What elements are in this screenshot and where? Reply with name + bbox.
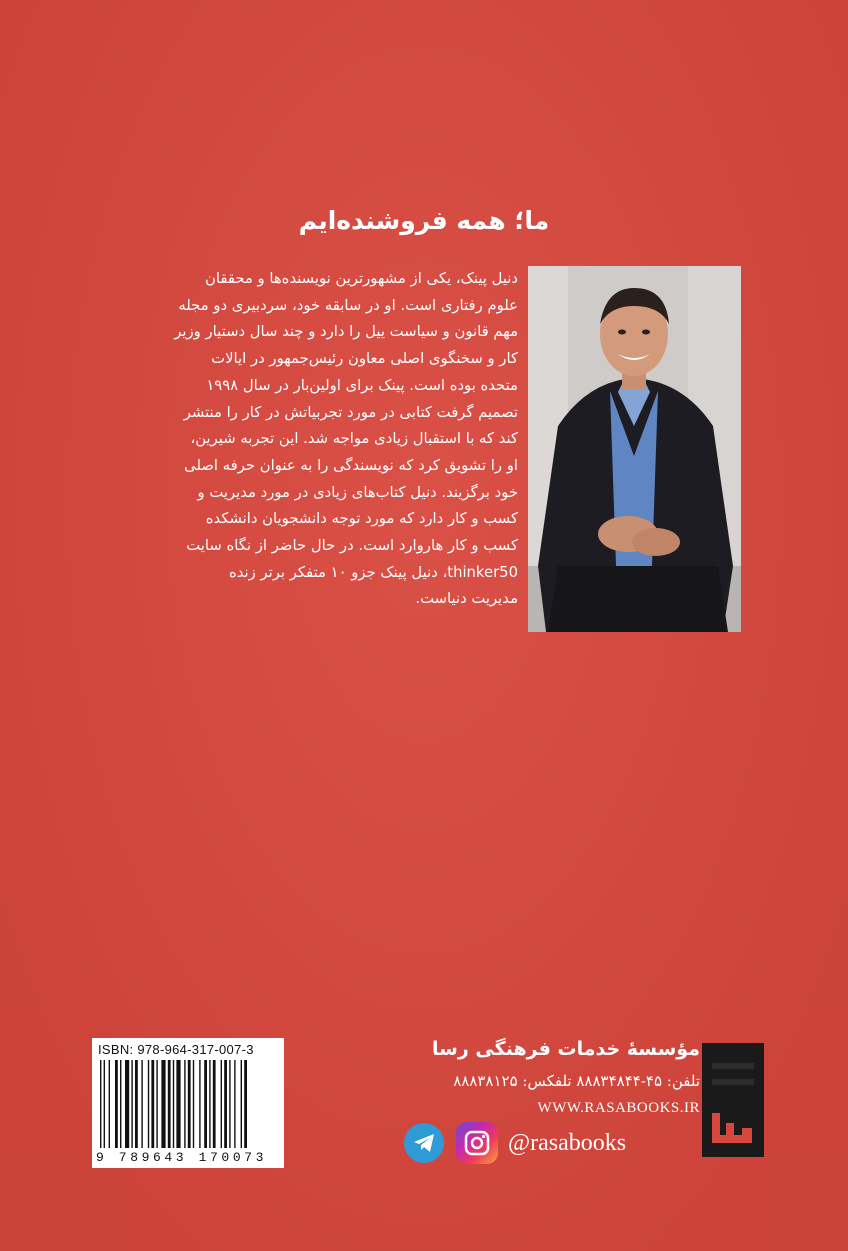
isbn-barcode <box>92 1038 284 1168</box>
barcode-digits: 9 789643 170073 <box>96 1150 268 1165</box>
publisher-name: مؤسسهٔ خدمات فرهنگی رسا <box>432 1038 700 1060</box>
author-photo <box>528 266 741 632</box>
bio-line: علوم رفتاری است. او در سابقه خود، سردبیری دو مجله <box>178 296 518 314</box>
bio-line: مدیریت دنیاست. <box>415 590 518 608</box>
barcode-bars <box>100 1060 276 1148</box>
bio-line: او را تشویق کرد که نویسندگی را به عنوان حرفه اصلی <box>184 456 518 474</box>
publisher-phone: تلفن: ۴۵-۸۸۸۳۴۸۴۴ تلفکس: ۸۸۸۳۸۱۲۵ <box>453 1072 700 1090</box>
social-links <box>404 1120 626 1166</box>
bio-line: کسب و کار هاروارد است. در حال حاضر از نگاه سایت <box>186 537 518 555</box>
instagram-icon[interactable] <box>456 1122 498 1164</box>
isbn-label: ISBN: 978-964-317-007-3 <box>98 1042 254 1057</box>
bio-line: مهم قانون و سیاست ییل را دارد و چند سال دستیار وزیر <box>174 323 518 341</box>
telegram-icon[interactable] <box>404 1123 444 1163</box>
publisher-website[interactable]: WWW.RASABOOKS.IR <box>537 1100 700 1116</box>
bio-line: کند که با استقبال زیادی مواجه شد. این تجربه شیرین، <box>190 430 518 448</box>
bio-line: کار و سخنگوی اصلی معاون رئیس‌جمهور در ایالات <box>211 350 518 368</box>
publisher-info <box>360 1038 700 1117</box>
rasa-logo-icon <box>702 1043 764 1157</box>
bio-line: کسب و کار دارد که مورد توجه دانشجویان دانشکده <box>205 510 518 528</box>
bio-line: تصمیم گرفت کتابی در مورد تجربیاتش در کار را منتشر <box>183 403 518 421</box>
bio-line: متحده بوده است. پینک برای اولین‌بار در سال ۱۹۹۸ <box>206 376 518 394</box>
bio-line: thinker50، دنیل پینک جزو ۱۰ متفکر برتر زنده <box>228 563 518 581</box>
bio-line: دنیل پینک، یکی از مشهورترین نویسنده‌ها و محققان <box>205 270 518 287</box>
instagram-handle[interactable]: @rasabooks <box>508 1129 627 1156</box>
book-title: ما؛ همه فروشنده‌ایم <box>298 206 550 235</box>
bio-line: خود برگزیند. دنیل کتاب‌های زیادی در مورد مدیریت و <box>197 483 518 501</box>
author-bio <box>110 266 518 613</box>
